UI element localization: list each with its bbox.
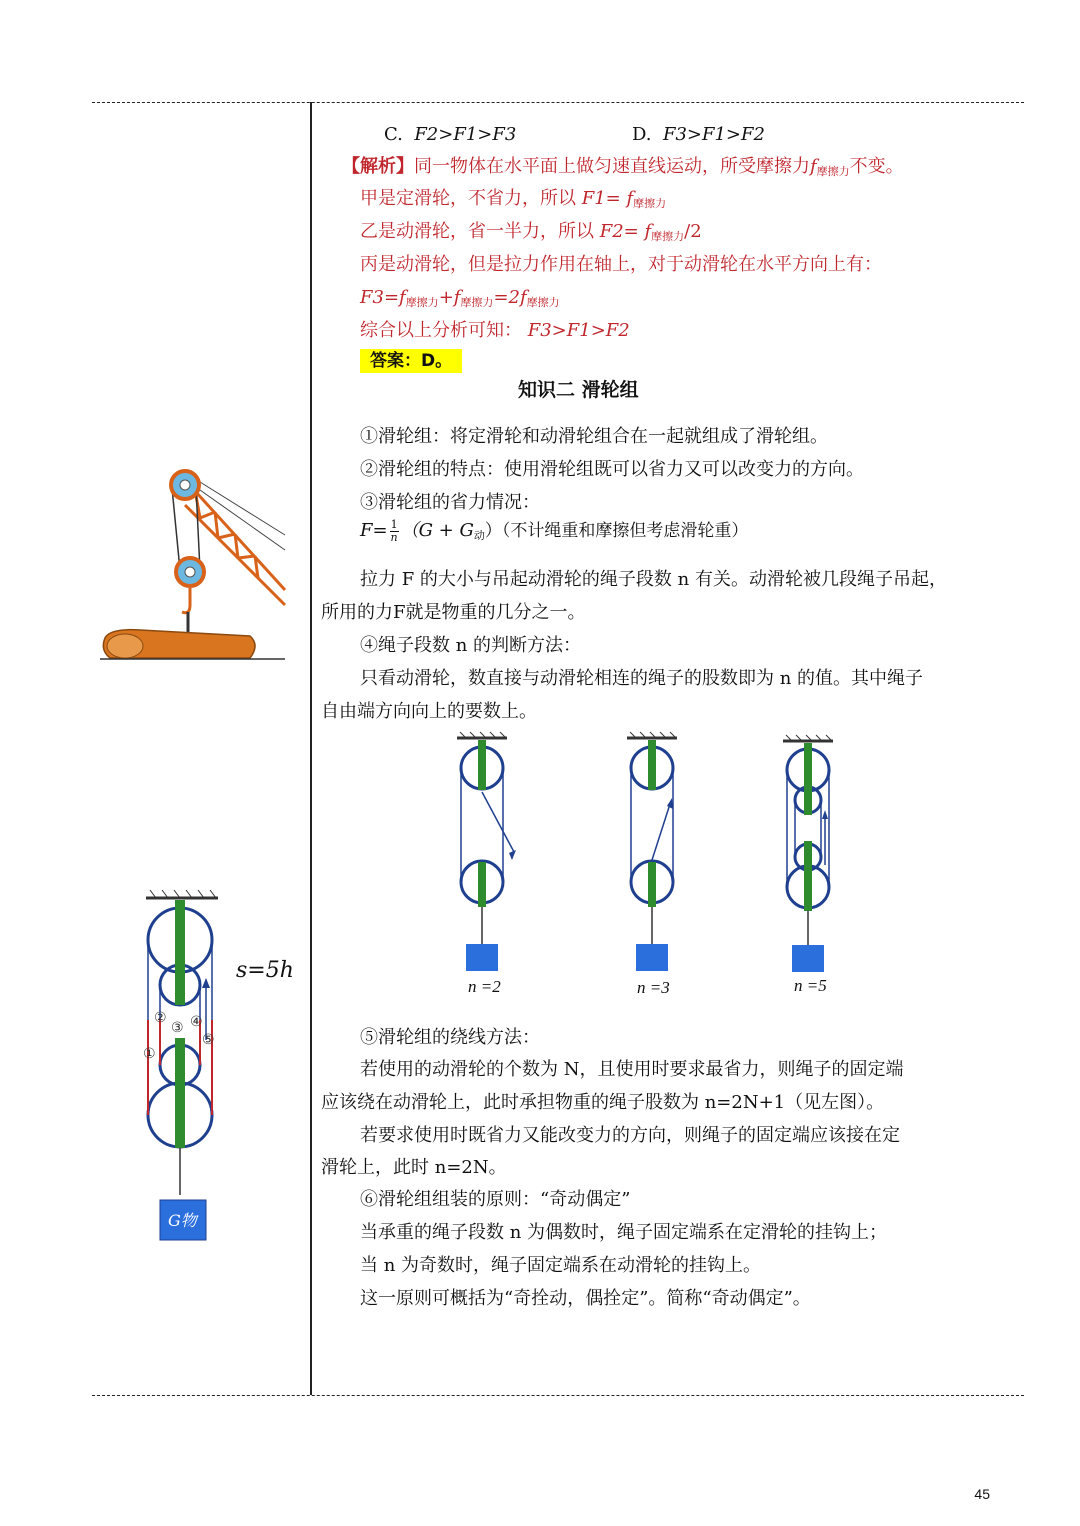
point-4-desc-2: 自由端方向向上的要数上。 <box>321 701 537 722</box>
answer-text: 答案：D。 <box>360 349 462 373</box>
section-title: 知识二 滑轮组 <box>518 379 639 401</box>
point-3: ③滑轮组的省力情况： <box>360 492 540 513</box>
bottom-rule <box>92 1395 1024 1396</box>
pulley-figure-n5 <box>778 735 858 980</box>
point-5: ⑤滑轮组的绕线方法： <box>360 1027 540 1048</box>
column-divider <box>310 102 312 1395</box>
point-6-desc-2: 当 n 为奇数时，绳子固定端系在动滑轮的挂钩上。 <box>360 1255 762 1276</box>
point-5-desc-3: 若要求使用时既省力又能改变力的方向，则绳子的固定端应该接在定 <box>360 1125 900 1146</box>
point-1: ①滑轮组：将定滑轮和动滑轮组合在一起就组成了滑轮组。 <box>360 426 828 447</box>
analysis-line-5: 综合以上分析可知： F3>F1>F2 <box>360 320 630 341</box>
weight-n2 <box>466 944 498 971</box>
top-rule <box>92 102 1024 103</box>
point-5-desc-1: 若使用的动滑轮的个数为 N，且使用时要求最省力，则绳子的固定端 <box>360 1059 904 1080</box>
answer-box <box>360 348 462 374</box>
analysis-tag: 【解析】 <box>342 156 414 177</box>
point-3-desc-1: 拉力 F 的大小与吊起动滑轮的绳子段数 n 有关。动滑轮被几段绳子吊起， <box>360 569 947 590</box>
pulley-figure-n3 <box>622 732 702 977</box>
analysis-line-3: 丙是动滑轮，但是拉力作用在轴上，对于动滑轮在水平方向上有： <box>360 254 882 275</box>
point-3-desc-2: 所用的力F就是物重的几分之一。 <box>321 602 586 623</box>
crane-illustration <box>100 460 290 665</box>
analysis-line-4: $F3=f_{摩擦力}+f_{摩擦力}=2f_{摩擦力}$ <box>360 287 560 309</box>
option-d-text: F3>F1>F2 <box>662 124 765 145</box>
strand-num-1: ① <box>143 1046 156 1062</box>
s-label: s=5h <box>236 958 294 983</box>
option-c-label: C. <box>384 124 403 145</box>
formula-fraction: $\frac{1}{n}$ <box>390 517 398 544</box>
analysis-line-0: 【解析】同一物体在水平面上做匀速直线运动，所受摩擦力$f_{摩擦力}$不变。 <box>342 156 904 178</box>
strand-num-2: ② <box>154 1010 167 1026</box>
analysis-line-1: 甲是定滑轮，不省力，所以 $F1= f_{摩擦力}$ <box>360 188 667 210</box>
label-n5: n =5 <box>794 976 827 995</box>
point-5-desc-2: 应该绕在动滑轮上，此时承担物重的绳子股数为 n=2N+1（见左图）。 <box>321 1092 885 1113</box>
point-5-desc-4: 滑轮上，此时 n=2N。 <box>321 1157 507 1178</box>
option-d-label: D. <box>632 124 652 145</box>
weight-label: G物 <box>168 1211 197 1230</box>
analysis-line-2: 乙是动滑轮，省一半力，所以 $F2= f_{摩擦力}/2$ <box>360 221 702 243</box>
label-n2: n =2 <box>468 977 501 996</box>
point-6-desc-3: 这一原则可概括为“奇拴动，偶拴定”。简称“奇动偶定”。 <box>360 1288 811 1309</box>
formula: F= $\frac{1}{n}$ $(G + G_动)$（不计绳重和摩擦但考虑滑轮重） <box>360 517 749 544</box>
pulley-figure-n2 <box>452 732 532 977</box>
point-6-desc-1: 当承重的绳子段数 n 为偶数时，绳子固定端系在定滑轮的挂钩上； <box>360 1222 888 1243</box>
point-4: ④绳子段数 n 的判断方法： <box>360 635 582 656</box>
point-4-desc-1: 只看动滑轮，数直接与动滑轮相连的绳子的股数即为 n 的值。其中绳子 <box>360 668 924 689</box>
point-6: ⑥滑轮组组装的原则：“奇动偶定” <box>360 1189 631 1210</box>
left-pulley-diagram <box>138 890 238 1250</box>
strand-num-3: ③ <box>171 1020 184 1036</box>
option-c-text: F2>F1>F3 <box>414 124 517 145</box>
point-2: ②滑轮组的特点：使用滑轮组既可以省力又可以改变力的方向。 <box>360 459 864 480</box>
strand-num-4: ④ <box>190 1014 203 1030</box>
label-n3: n =3 <box>637 978 670 997</box>
option-d <box>632 122 765 148</box>
weight-n5 <box>792 945 824 972</box>
page-number: 45 <box>974 1486 990 1502</box>
strand-num-5: ⑤ <box>202 1032 215 1048</box>
option-c <box>384 122 516 148</box>
weight-n3 <box>636 944 668 971</box>
